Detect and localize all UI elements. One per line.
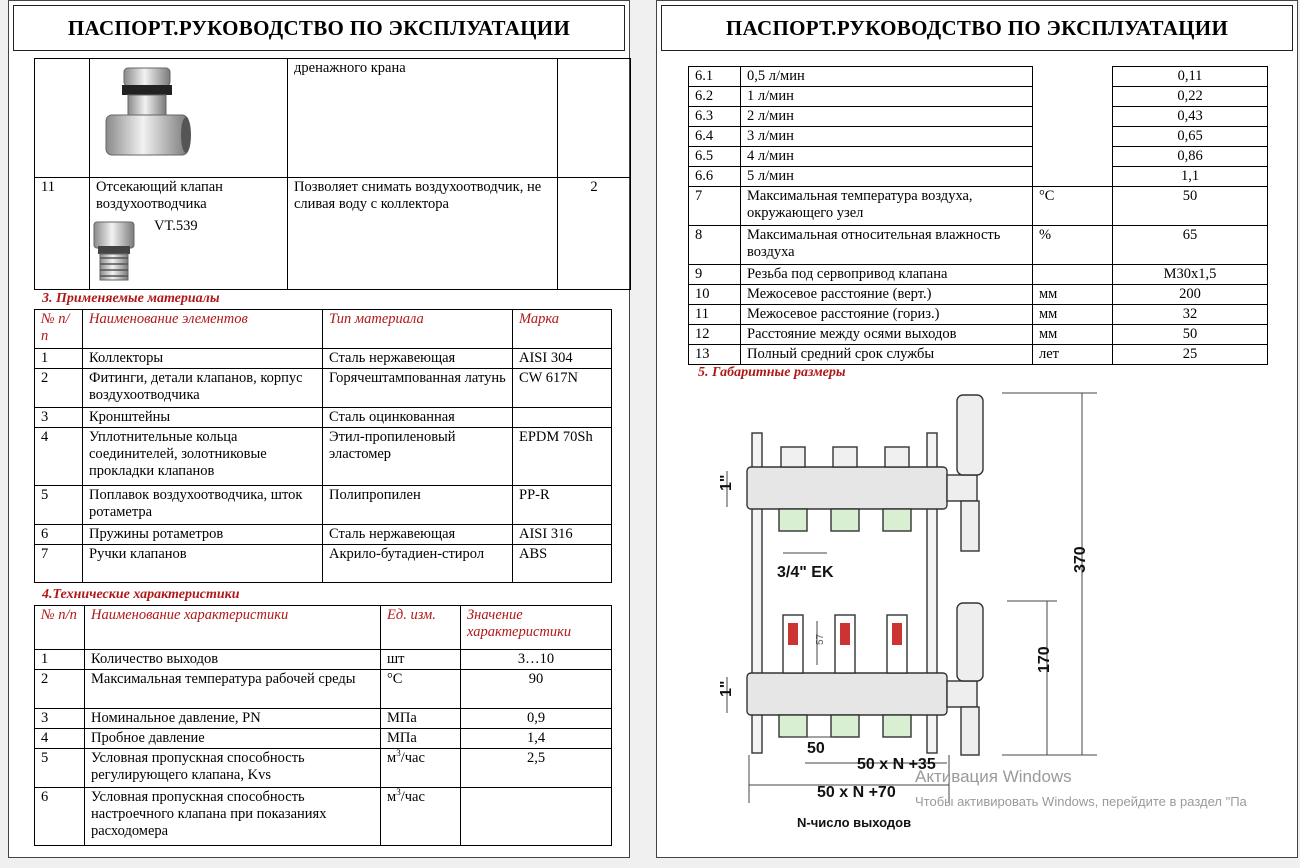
- cell: Поплавок воздухоотводчика, шток ротаметра: [83, 486, 323, 525]
- table-header: [35, 310, 612, 349]
- dim-n-outputs: N-число выходов: [797, 815, 912, 830]
- cell: 200: [1113, 285, 1268, 305]
- cell: 1,4: [461, 729, 612, 749]
- cell: 1,1: [1113, 167, 1268, 187]
- cell: 50: [1113, 325, 1268, 345]
- col-header: Наименование элементов: [83, 310, 323, 349]
- cell: [90, 178, 288, 290]
- section-title-dims: 5. Габаритные размеры: [698, 365, 846, 380]
- cell: шт: [381, 650, 461, 670]
- cell: 13: [689, 345, 741, 365]
- cell: Этил-пропиленовый эластомер: [323, 428, 513, 486]
- cell: 4 л/мин: [741, 147, 1033, 167]
- table-row: [35, 545, 612, 583]
- cell: Позволяет снимать воздухоотводчик, не сливая воду с коллектора: [288, 178, 558, 290]
- dim-50n70: 50 x N +70: [817, 784, 896, 801]
- cell: Резьба под сервопривод клапана: [741, 265, 1033, 285]
- cell: 8: [689, 226, 741, 265]
- table-row: [689, 325, 1268, 345]
- activation-watermark-title: Активация Windows: [915, 767, 1072, 786]
- table-row: [35, 59, 631, 178]
- cell: 3 л/мин: [741, 127, 1033, 147]
- table-row: [689, 265, 1268, 285]
- table-row: [35, 349, 612, 369]
- part-article: VT.539: [154, 218, 198, 234]
- cell: лет: [1033, 345, 1113, 365]
- cell: 6.6: [689, 167, 741, 187]
- cell: 7: [689, 187, 741, 226]
- dim-57: 57: [815, 633, 826, 645]
- cell: [558, 59, 631, 178]
- cell: Номинальное давление, PN: [85, 709, 381, 729]
- cell: [1033, 265, 1113, 285]
- cell: 11: [35, 178, 90, 290]
- cell: Максимальная температура воздуха, окружающего узел: [741, 187, 1033, 226]
- table-row: [35, 178, 631, 290]
- cell: Максимальная относительная влажность воздуха: [741, 226, 1033, 265]
- cell: Уплотнительные кольца соединителей, золотниковые прокладки клапанов: [83, 428, 323, 486]
- cell: 6.2: [689, 87, 741, 107]
- cell: Горячештампованная латунь: [323, 369, 513, 408]
- cell: [1033, 167, 1113, 187]
- cell: 2: [558, 178, 631, 290]
- cell: 6.3: [689, 107, 741, 127]
- cell: 0,86: [1113, 147, 1268, 167]
- table-row: [689, 285, 1268, 305]
- cell: $м^3$/час: [381, 788, 461, 846]
- cell: Расстояние между осями выходов: [741, 325, 1033, 345]
- right-page: [656, 0, 1298, 858]
- dim-ek: 3/4" EK: [777, 564, 834, 581]
- table-row: [689, 345, 1268, 365]
- cell: 65: [1113, 226, 1268, 265]
- cell: 7: [35, 545, 83, 583]
- cell: 50: [1113, 187, 1268, 226]
- cell: Коллекторы: [83, 349, 323, 369]
- tech-table: [34, 605, 612, 846]
- cell: 2,5: [461, 749, 612, 788]
- dim-50: 50: [807, 740, 825, 757]
- cell: 10: [689, 285, 741, 305]
- cell: 1 л/мин: [741, 87, 1033, 107]
- cell: 3: [35, 408, 83, 428]
- cell: AISI 316: [513, 525, 612, 545]
- cell: 1: [35, 349, 83, 369]
- tech-table-continued: [688, 66, 1268, 365]
- cell: 0,11: [1113, 67, 1268, 87]
- dim-170: 170: [1036, 646, 1053, 673]
- cell: 2: [35, 670, 85, 709]
- cell: 4: [35, 428, 83, 486]
- table-row: [689, 127, 1268, 147]
- cell: 6.1: [689, 67, 741, 87]
- table-row: [35, 670, 612, 709]
- cell: Кронштейны: [83, 408, 323, 428]
- table-row: [689, 167, 1268, 187]
- cell: 5: [35, 749, 85, 788]
- table-row: [689, 147, 1268, 167]
- section-title-materials: 3. Применяемые материалы: [42, 291, 220, 306]
- cell: 90: [461, 670, 612, 709]
- dim-inch-bottom: 1": [718, 680, 735, 697]
- col-header: Тип материала: [323, 310, 513, 349]
- cell: [1033, 87, 1113, 107]
- cell: 11: [689, 305, 741, 325]
- col-header: № п/п: [35, 606, 85, 650]
- cell: 6: [35, 788, 85, 846]
- cell: [35, 59, 90, 178]
- cell: дренажного крана: [288, 59, 558, 178]
- table-row: [689, 87, 1268, 107]
- cell: [1033, 107, 1113, 127]
- table-row: [35, 525, 612, 545]
- cell: 0,65: [1113, 127, 1268, 147]
- cell: Условная пропускная способность регулирующего клапана, Kvs: [85, 749, 381, 788]
- product-image-valve: [84, 218, 144, 284]
- cell: [1033, 67, 1113, 87]
- col-header: Наименование характеристики: [85, 606, 381, 650]
- dim-370: 370: [1072, 546, 1089, 573]
- cell: Количество выходов: [85, 650, 381, 670]
- cell: Полипропилен: [323, 486, 513, 525]
- cell: EPDM 70Sh: [513, 428, 612, 486]
- table-row: [35, 408, 612, 428]
- col-header: Ед. изм.: [381, 606, 461, 650]
- cell: 32: [1113, 305, 1268, 325]
- table-row: [35, 369, 612, 408]
- cell: Межосевое расстояние (гориз.): [741, 305, 1033, 325]
- cell: Ручки клапанов: [83, 545, 323, 583]
- cell: Фитинги, детали клапанов, корпус воздухоотводчика: [83, 369, 323, 408]
- dim-inch-top: 1": [718, 474, 735, 491]
- table-row: [35, 749, 612, 788]
- cell: M30x1,5: [1113, 265, 1268, 285]
- cell: 3…10: [461, 650, 612, 670]
- table-header: [35, 606, 612, 650]
- col-header: № п/п: [35, 310, 83, 349]
- table-row: [35, 650, 612, 670]
- cell: Сталь нержавеющая: [323, 349, 513, 369]
- cell: CW 617N: [513, 369, 612, 408]
- cell: %: [1033, 226, 1113, 265]
- cell: Сталь оцинкованная: [323, 408, 513, 428]
- parts-table: [34, 58, 631, 290]
- cell: 5: [35, 486, 83, 525]
- part-name: Отсекающий клапан воздухоотводчика: [96, 179, 223, 212]
- section-title-tech: 4.Технические характеристики: [42, 587, 240, 602]
- table-row: [35, 709, 612, 729]
- left-page: [8, 0, 630, 858]
- cell: Условная пропускная способность настроечного клапана при показаниях расходомера: [85, 788, 381, 846]
- cell: 0,22: [1113, 87, 1268, 107]
- col-header: Значение характеристики: [461, 606, 612, 650]
- table-row: [689, 226, 1268, 265]
- page-title: ПАСПОРТ.РУКОВОДСТВО ПО ЭКСПЛУАТАЦИИ: [661, 5, 1293, 51]
- dim-50n35: 50 x N +35: [857, 756, 936, 773]
- materials-table: [34, 309, 612, 583]
- cell: мм: [1033, 305, 1113, 325]
- table-row: [689, 67, 1268, 87]
- cell: 25: [1113, 345, 1268, 365]
- cell: Максимальная температура рабочей среды: [85, 670, 381, 709]
- cell: 3: [35, 709, 85, 729]
- table-row: [35, 486, 612, 525]
- cell: 5 л/мин: [741, 167, 1033, 187]
- cell: 4: [35, 729, 85, 749]
- product-image-tee: [90, 59, 288, 178]
- cell: 0,9: [461, 709, 612, 729]
- table-row: [35, 729, 612, 749]
- cell: [1033, 147, 1113, 167]
- table-row: [689, 107, 1268, 127]
- cell: AISI 304: [513, 349, 612, 369]
- cell: 6.5: [689, 147, 741, 167]
- cell: мм: [1033, 285, 1113, 305]
- cell: 6: [35, 525, 83, 545]
- cell: PP-R: [513, 486, 612, 525]
- cell: мм: [1033, 325, 1113, 345]
- cell: 12: [689, 325, 741, 345]
- cell: °С: [1033, 187, 1113, 226]
- cell: 9: [689, 265, 741, 285]
- cell: Межосевое расстояние (верт.): [741, 285, 1033, 305]
- cell: 6.4: [689, 127, 741, 147]
- col-header: Марка: [513, 310, 612, 349]
- table-row: [689, 305, 1268, 325]
- cell: ABS: [513, 545, 612, 583]
- cell: Акрило-бутадиен-стирол: [323, 545, 513, 583]
- cell: Сталь нержавеющая: [323, 525, 513, 545]
- cell: Полный средний срок службы: [741, 345, 1033, 365]
- cell: 2: [35, 369, 83, 408]
- cell: МПа: [381, 709, 461, 729]
- cell: Пробное давление: [85, 729, 381, 749]
- table-row: [689, 187, 1268, 226]
- activation-watermark-text: Чтобы активировать Windows, перейдите в раздел "Па: [915, 794, 1247, 809]
- cell: 1: [35, 650, 85, 670]
- cell: 2 л/мин: [741, 107, 1033, 127]
- cell: Пружины ротаметров: [83, 525, 323, 545]
- cell: 0,43: [1113, 107, 1268, 127]
- table-row: [35, 788, 612, 846]
- cell: [1033, 127, 1113, 147]
- table-row: [35, 428, 612, 486]
- cell: [461, 788, 612, 846]
- cell: МПа: [381, 729, 461, 749]
- cell: [513, 408, 612, 428]
- page-title: ПАСПОРТ.РУКОВОДСТВО ПО ЭКСПЛУАТАЦИИ: [13, 5, 625, 51]
- cell: 0,5 л/мин: [741, 67, 1033, 87]
- cell: $м^3$/час: [381, 749, 461, 788]
- cell: °С: [381, 670, 461, 709]
